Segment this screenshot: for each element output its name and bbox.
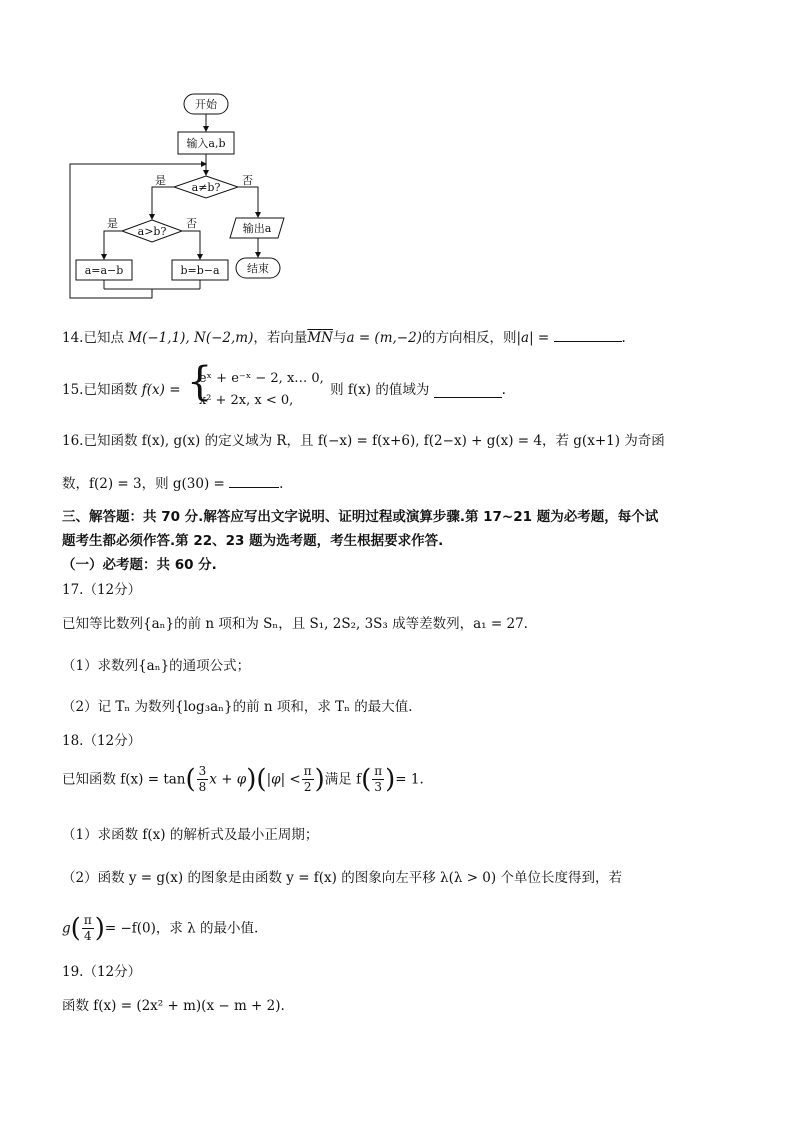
answer-blank-16[interactable]	[229, 473, 279, 488]
vector-a: a = (m,−2)	[346, 330, 422, 346]
answer-blank-15[interactable]	[434, 383, 502, 398]
flow-start-label: 开始	[195, 98, 217, 111]
flow-decision-1-label: a≠b?	[191, 181, 221, 194]
piecewise-function: { eˣ + e⁻ˣ − 2, x… 0, x² + 2x, x < 0,	[186, 359, 324, 408]
question-17-stem: 已知等比数列{aₙ}的前 n 项和为 Sₙ，且 S₁, 2S₂, 3S₃ 成等差数列，a₁ = 27.	[62, 616, 528, 632]
section-3-sub: （一）必考题：共 60 分.	[62, 557, 217, 573]
question-18-stem: 已知函数 f(x) = tan( $\frac{3}{8}$ x + φ)(|φ| < $\frac{\pi}{2}$ )满足 f( $\frac{\pi}{3}$ )= 1.	[62, 764, 424, 795]
flow-no-1: 否	[242, 174, 253, 187]
section-3-line-1: 三、解答题：共 70 分.解答应写出文字说明、证明过程或演算步骤.第 17~21 题为必考题，每个试	[62, 509, 659, 525]
question-18-head: 18.（12分）	[62, 733, 142, 749]
question-16-line-1: 16.已知函数 f(x), g(x) 的定义域为 R，且 f(−x) = f(x+6), f(2−x) + g(x) = 4，若 g(x+1) 为奇函	[62, 433, 665, 449]
flow-input-label: 输入a,b	[186, 137, 226, 150]
question-19-head: 19.（12分）	[62, 964, 142, 980]
flow-yes-2: 是	[107, 217, 118, 230]
question-15: 15.已知函数 f(x) = { eˣ + e⁻ˣ − 2, x… 0, x² + 2x, x < 0, 则 f(x) 的值域为 .	[62, 368, 506, 412]
fraction-3-8: $\frac{3}{8}$	[198, 764, 207, 794]
flowchart	[60, 88, 300, 306]
vector-mn: $\overline{MN}$	[307, 330, 333, 346]
question-18-part-2: （2）函数 y = g(x) 的图象是由函数 y = f(x) 的图象向左平移 λ(λ > 0) 个单位长度得到，若	[62, 870, 622, 886]
flow-end-label: 结束	[247, 262, 269, 275]
question-16-line-2: 数，f(2) = 3，则 g(30) = .	[62, 473, 283, 494]
flowchart-svg	[60, 88, 300, 306]
fraction-pi-3: $\frac{\pi}{3}$	[374, 764, 383, 794]
fraction-pi-2: $\frac{\pi}{2}$	[303, 764, 312, 794]
question-17-part-1: （1）求数列{aₙ}的通项公式；	[62, 658, 251, 674]
section-3-line-2: 题考生都必须作答.第 22、23 题为选考题，考生根据要求作答.	[62, 533, 444, 549]
flow-no-2: 否	[186, 217, 197, 230]
question-18-part-1: （1）求函数 f(x) 的解析式及最小正周期；	[62, 827, 319, 843]
question-14: 14.已知点 M(−1,1), N(−2,m)，若向量$\overline{MN}$与a = (m,−2)的方向相反，则|a| = .	[62, 327, 626, 348]
flow-assign-a-label: a=a−b	[84, 264, 124, 277]
flow-decision-2-label: a>b?	[137, 225, 167, 238]
fraction-pi-4: $\frac{\pi}{4}$	[83, 913, 92, 943]
flow-assign-b-label: b=b−a	[180, 264, 220, 277]
question-17-part-2: （2）记 Tₙ 为数列{log₃aₙ}的前 n 项和，求 Tₙ 的最大值.	[62, 699, 413, 715]
flow-yes-1: 是	[155, 174, 166, 187]
answer-blank-14[interactable]	[554, 327, 622, 342]
question-18-part-2-cont: g( $\frac{\pi}{4}$ )= −f(0)，求 λ 的最小值.	[62, 913, 259, 944]
flow-output-label: 输出a	[242, 222, 272, 235]
question-19-stem: 函数 f(x) = (2x² + m)(x − m + 2).	[62, 998, 285, 1014]
question-17-head: 17.（12分）	[62, 582, 142, 598]
